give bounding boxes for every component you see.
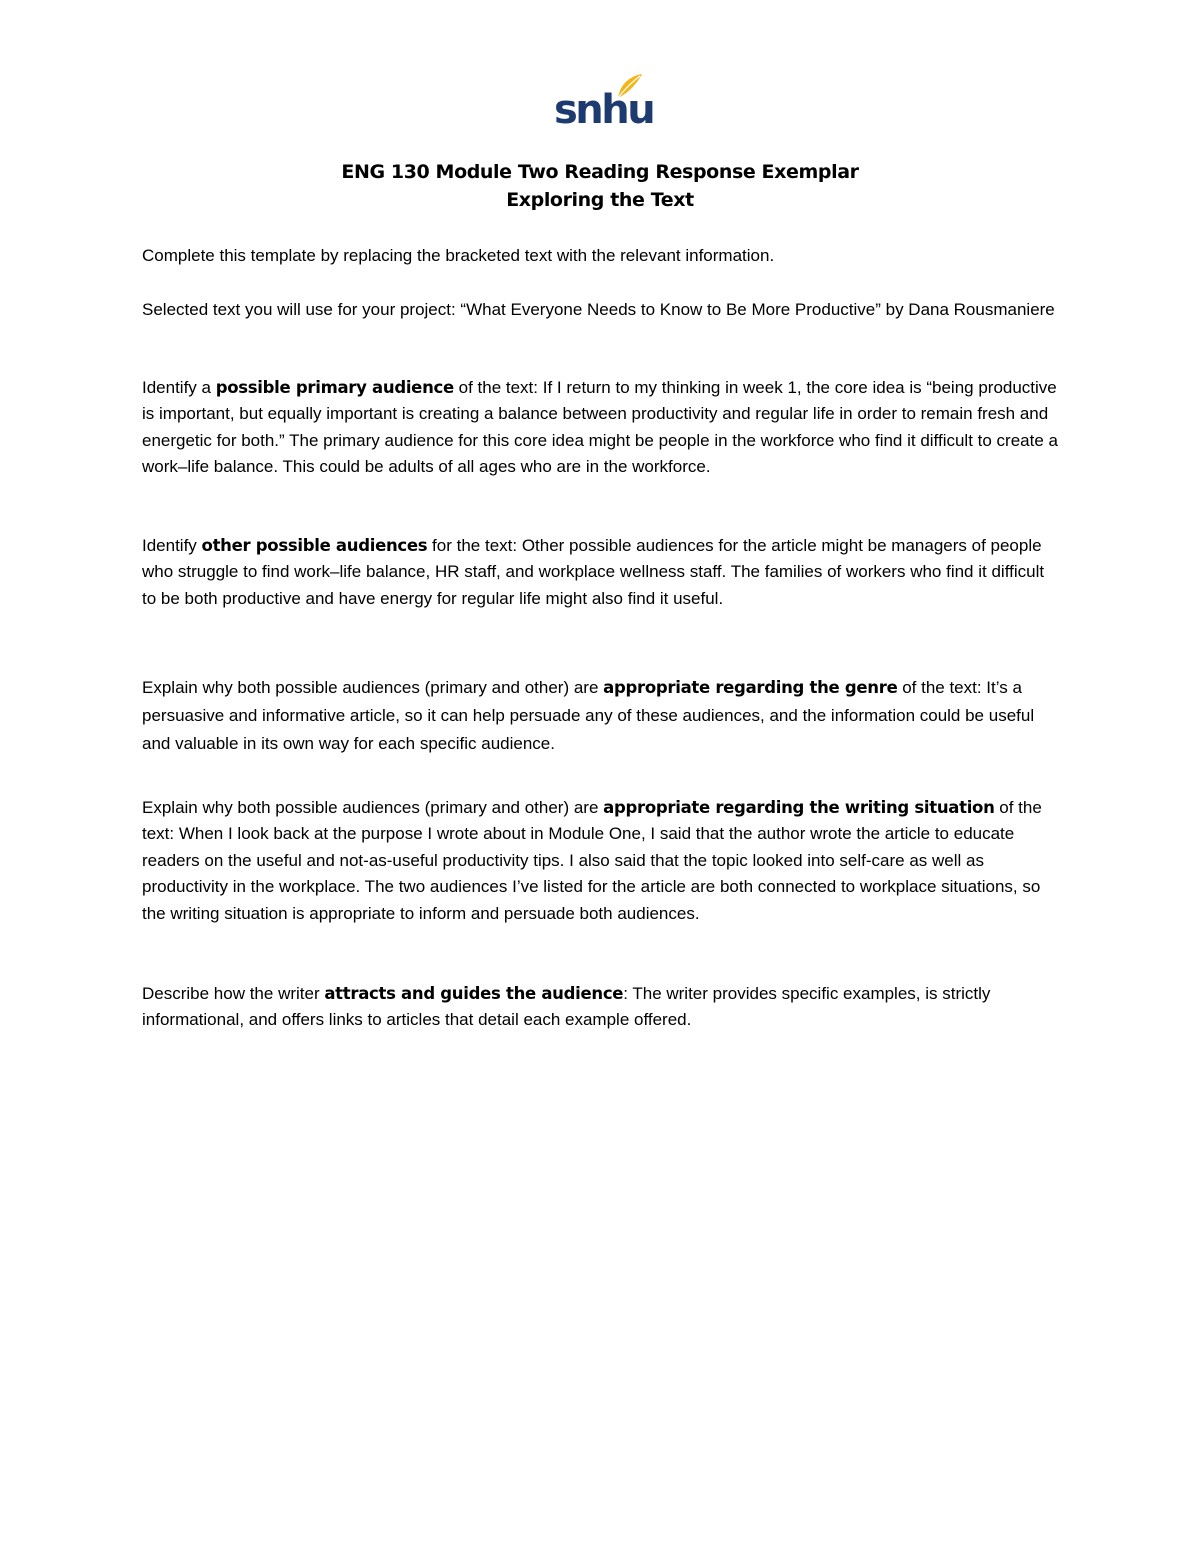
document-title [0,158,1200,214]
primary-audience-suffix: of the text: [453,378,538,397]
attracts-bold: attracts and guides the audience [324,984,624,1003]
other-audiences-answer: Other possible audiences for the article might be managers of people who struggle to find work–life balance, HR staff, and workplace wellness staff. The families of workers who find it difficult to be both productive and have energy for regular life might also find it useful. [142,536,1045,608]
snhu-logo [554,72,654,134]
genre-section [142,674,1062,759]
writing-situation-prompt: Explain why both possible audiences (primary and other) are [142,798,604,817]
genre-prompt: Explain why both possible audiences (primary and other) are [142,678,604,697]
attracts-section [142,981,1062,1034]
primary-audience-answer: If I return to my thinking in week 1, the core idea is “being productive is important, but equally important is creating a balance between productivity and regular life in order to remain fresh and energetic for both.” The primary audience for this core idea might be people in the workforce who find it difficult to create a work–life balance. This could be adults of all ages who are in the workforce. [142,378,1058,477]
attracts-prompt: Describe how the writer [142,984,325,1003]
other-audiences-prompt: Identify [142,536,202,555]
selected-text: Selected text you will use for your project: “What Everyone Needs to Know to Be More Productive” by Dana Rousmaniere [142,300,1055,319]
writing-situation-bold: appropriate regarding the writing situation [603,798,995,817]
logo-wordmark: snhu [554,87,654,133]
genre-suffix: of the text: [897,678,982,697]
writing-situation-answer: When I look back at the purpose I wrote about in Module One, I said that the author wrote the article to educate readers on the useful and not-as-useful productivity tips. I also said that the topic looked into self-care as well as productivity in the workplace. The two audiences I’ve listed for the article are both connected to workplace situations, so the writing situation is appropriate to inform and persuade both audiences. [142,824,1041,923]
genre-bold: appropriate regarding the genre [603,678,898,697]
writing-situation-section [142,795,1062,927]
primary-audience-section [142,375,1062,481]
primary-audience-prompt: Identify a [142,378,216,397]
title-line-1: ENG 130 Module Two Reading Response Exemplar [341,161,859,183]
other-audiences-section [142,533,1062,612]
title-line-2: Exploring the Text [506,189,694,211]
attracts-suffix: : [623,984,628,1003]
writing-situation-suffix: of the text: [142,798,1042,844]
other-audiences-suffix: for the text: [427,536,518,555]
other-audiences-bold: other possible audiences [201,536,428,555]
attracts-answer: The writer provides specific examples, is strictly informational, and offers links to articles that detail each example offered. [142,984,991,1030]
instructions: Complete this template by replacing the bracketed text with the relevant information. [142,246,775,265]
primary-audience-bold: possible primary audience [215,378,454,397]
genre-answer: It’s a persuasive and informative article, so it can help persuade any of these audiences, and the information could be useful and valuable in its own way for each specific audience. [142,678,1035,754]
